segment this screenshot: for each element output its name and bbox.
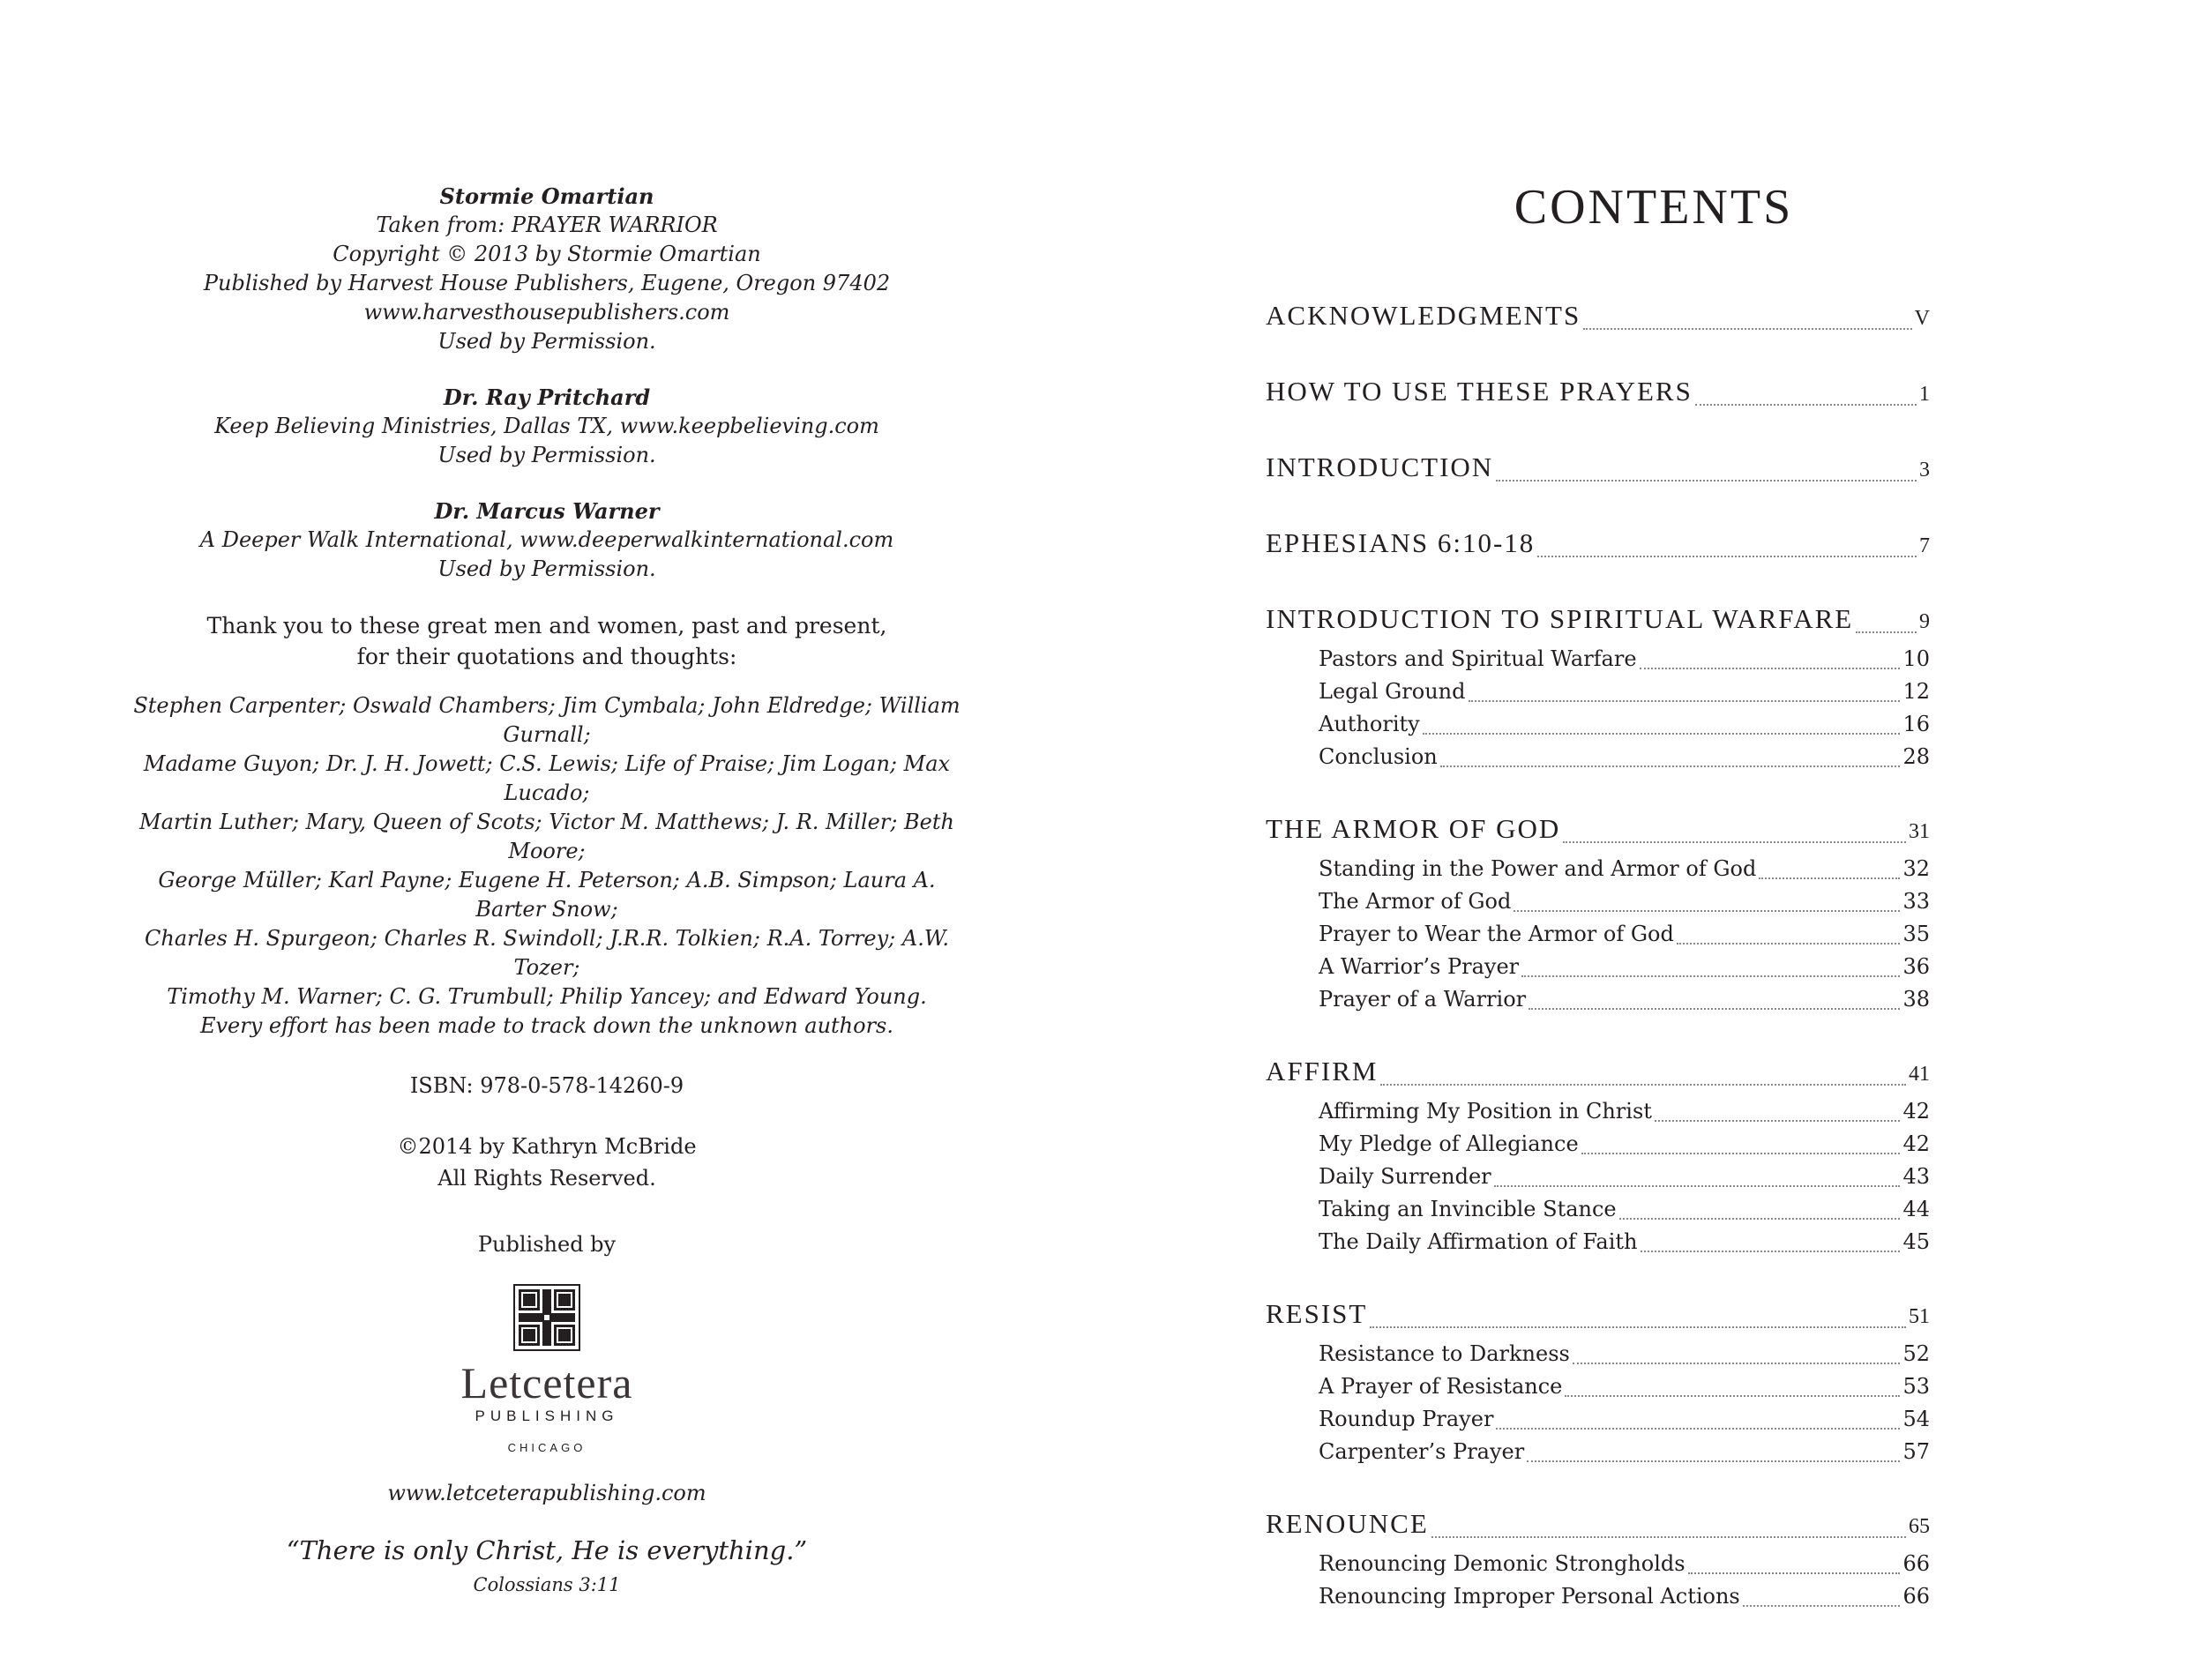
toc-subentry[interactable] bbox=[1266, 1436, 1930, 1468]
toc-leader-dots bbox=[1496, 479, 1917, 482]
toc-leader-dots bbox=[1641, 1250, 1901, 1252]
credit-name: Dr. Ray Pritchard bbox=[443, 385, 651, 410]
publisher-city: CHICAGO bbox=[507, 1441, 587, 1454]
toc-page-number: 54 bbox=[1902, 1407, 1930, 1431]
thanks-line: for their quotations and thoughts: bbox=[356, 644, 737, 669]
toc-page-number: 1 bbox=[1919, 383, 1930, 406]
toc-section-entry[interactable] bbox=[1266, 526, 1930, 564]
toc-subentry[interactable] bbox=[1266, 1226, 1930, 1258]
toc-page-number: 52 bbox=[1902, 1341, 1930, 1366]
toc-entry-label: Conclusion bbox=[1319, 744, 1438, 769]
toc-subentry[interactable] bbox=[1266, 1403, 1930, 1436]
copyright-notice bbox=[123, 1131, 970, 1194]
toc-entry-label: ACKNOWLEDGMENTS bbox=[1266, 300, 1581, 331]
toc-page-number: 35 bbox=[1902, 922, 1930, 946]
toc-section-entry[interactable] bbox=[1266, 450, 1930, 488]
toc-section-entry[interactable] bbox=[1266, 1506, 1930, 1544]
toc-page-number: 7 bbox=[1919, 534, 1930, 557]
toc-page-number: 45 bbox=[1902, 1229, 1930, 1254]
copyright-page bbox=[0, 0, 1102, 1680]
credit-name: Stormie Omartian bbox=[439, 183, 654, 209]
toc-section-entry[interactable] bbox=[1266, 1054, 1930, 1092]
credit-line: Copyright © 2013 by Stormie Omartian bbox=[333, 242, 761, 266]
toc-leader-dots bbox=[1431, 1535, 1906, 1538]
toc-leader-dots bbox=[1573, 1362, 1901, 1364]
toc-leader-dots bbox=[1370, 1325, 1906, 1328]
copyright-line: ©2014 by Kathryn McBride bbox=[397, 1134, 697, 1159]
toc-entry-label: The Daily Affirmation of Faith bbox=[1319, 1229, 1638, 1254]
toc-entry-label: AFFIRM bbox=[1266, 1056, 1379, 1086]
credit-line: Published by Harvest House Publishers, Eugene, Oregon 97402 bbox=[203, 271, 891, 295]
toc-page-number: 65 bbox=[1909, 1515, 1930, 1538]
toc-leader-dots bbox=[1563, 840, 1906, 843]
toc-entry-label: Authority bbox=[1319, 712, 1420, 736]
toc-entry-label: Prayer of a Warrior bbox=[1319, 987, 1527, 1012]
toc-entry-label: Legal Ground bbox=[1319, 679, 1466, 704]
toc-subentry[interactable] bbox=[1266, 951, 1930, 983]
toc-entry-label: RENOUNCE bbox=[1266, 1508, 1429, 1539]
toc-page-number: 33 bbox=[1902, 889, 1930, 914]
credit-block bbox=[123, 182, 970, 356]
toc-subentry[interactable] bbox=[1266, 1161, 1930, 1193]
toc-page-number: 16 bbox=[1902, 712, 1930, 736]
toc-subentry[interactable] bbox=[1266, 1580, 1930, 1613]
quoted-people-line: George Müller; Karl Payne; Eugene H. Peterson; A.B. Simpson; Laura A. Barter Snow; bbox=[158, 868, 936, 922]
toc-leader-dots bbox=[1565, 1394, 1900, 1397]
toc-subentry[interactable] bbox=[1266, 1095, 1930, 1128]
toc-page-number: 42 bbox=[1902, 1131, 1930, 1156]
toc-leader-dots bbox=[1581, 1152, 1901, 1154]
toc-entry-label: Resistance to Darkness bbox=[1319, 1341, 1570, 1366]
toc-section-entry[interactable] bbox=[1266, 601, 1930, 639]
scripture-quote: “There is only Christ, He is everything.” bbox=[286, 1535, 808, 1565]
toc-page-number: 44 bbox=[1902, 1197, 1930, 1221]
toc-entry-label: A Warrior’s Prayer bbox=[1319, 954, 1520, 979]
toc-page-number: 3 bbox=[1919, 459, 1930, 482]
toc-leader-dots bbox=[1527, 1460, 1900, 1462]
table-of-contents bbox=[1266, 298, 1930, 1613]
toc-subentry[interactable] bbox=[1266, 708, 1930, 741]
toc-page-number: 28 bbox=[1902, 744, 1930, 769]
toc-page-number: 51 bbox=[1909, 1305, 1930, 1328]
toc-page-number: 9 bbox=[1919, 610, 1930, 633]
quoted-people-line: Madame Guyon; Dr. J. H. Jowett; C.S. Lewis; Life of Praise; Jim Logan; Max Lucado; bbox=[143, 751, 951, 805]
credit-line: Used by Permission. bbox=[437, 556, 656, 581]
toc-entry-label: INTRODUCTION TO SPIRITUAL WARFARE bbox=[1266, 603, 1854, 634]
credit-blocks bbox=[123, 182, 970, 584]
credit-line: Keep Believing Ministries, Dallas TX, www.keepbelieving.com bbox=[214, 414, 879, 438]
toc-leader-dots bbox=[1469, 699, 1901, 702]
toc-page-number: 42 bbox=[1902, 1099, 1930, 1124]
toc-leader-dots bbox=[1423, 732, 1901, 735]
toc-leader-dots bbox=[1743, 1604, 1901, 1607]
toc-entry-label: Renouncing Improper Personal Actions bbox=[1319, 1584, 1740, 1609]
toc-subentry[interactable] bbox=[1266, 1370, 1930, 1403]
toc-leader-dots bbox=[1695, 403, 1917, 406]
credit-block bbox=[123, 497, 970, 584]
toc-entry-label: The Armor of God bbox=[1319, 889, 1512, 914]
toc-page-number: 32 bbox=[1902, 856, 1930, 881]
credit-block bbox=[123, 383, 970, 470]
toc-page-number: 53 bbox=[1902, 1374, 1930, 1399]
toc-leader-dots bbox=[1514, 909, 1900, 912]
quoted-people-line: Martin Luther; Mary, Queen of Scots; Victor M. Matthews; J. R. Miller; Beth Moore; bbox=[139, 810, 954, 863]
toc-subentry[interactable] bbox=[1266, 643, 1930, 676]
publisher-website: www.letceterapublishing.com bbox=[387, 1481, 706, 1505]
toc-entry-label: Renouncing Demonic Strongholds bbox=[1319, 1551, 1686, 1576]
publisher-name: Letcetera bbox=[460, 1358, 633, 1407]
toc-entry-label: Taking an Invincible Stance bbox=[1319, 1197, 1617, 1221]
credit-line: www.harvesthousepublishers.com bbox=[363, 300, 730, 325]
toc-leader-dots bbox=[1380, 1083, 1906, 1086]
contents-page bbox=[1102, 0, 2205, 1680]
toc-page-number: 12 bbox=[1902, 679, 1930, 704]
toc-page-number: 31 bbox=[1909, 820, 1930, 843]
toc-section-entry[interactable] bbox=[1266, 1296, 1930, 1334]
toc-leader-dots bbox=[1494, 1184, 1901, 1187]
toc-leader-dots bbox=[1619, 1217, 1901, 1220]
toc-subentry[interactable] bbox=[1266, 853, 1930, 885]
toc-page-number: 66 bbox=[1902, 1551, 1930, 1576]
toc-leader-dots bbox=[1677, 942, 1901, 945]
toc-entry-label: Daily Surrender bbox=[1319, 1164, 1491, 1189]
quoted-people-line: Charles H. Spurgeon; Charles R. Swindoll; J.R.R. Tolkien; R.A. Torrey; A.W. Tozer; bbox=[145, 926, 949, 980]
quoted-people-line: Every effort has been made to track down the unknown authors. bbox=[199, 1013, 894, 1038]
toc-page-number: 10 bbox=[1902, 646, 1930, 671]
toc-subentry[interactable] bbox=[1266, 885, 1930, 918]
thanks-text bbox=[123, 610, 970, 672]
toc-subentry[interactable] bbox=[1266, 983, 1930, 1016]
publisher-emblem-icon bbox=[513, 1284, 580, 1351]
toc-page-number: 36 bbox=[1902, 954, 1930, 979]
credit-name: Dr. Marcus Warner bbox=[434, 498, 660, 524]
credit-line: A Deeper Walk International, www.deeperwalkinternational.com bbox=[199, 527, 894, 552]
toc-entry-label: Pastors and Spiritual Warfare bbox=[1319, 646, 1637, 671]
toc-subentry[interactable] bbox=[1266, 1548, 1930, 1580]
toc-entry-label: Standing in the Power and Armor of God bbox=[1319, 856, 1757, 881]
toc-page-number: V bbox=[1914, 307, 1930, 330]
toc-entry-label: Prayer to Wear the Armor of God bbox=[1319, 922, 1674, 946]
toc-leader-dots bbox=[1759, 877, 1900, 879]
toc-entry-label: A Prayer of Resistance bbox=[1319, 1374, 1563, 1399]
quoted-people-list bbox=[123, 691, 970, 1041]
isbn: ISBN: 978-0-578-14260-9 bbox=[409, 1073, 684, 1098]
toc-leader-dots bbox=[1583, 327, 1911, 330]
toc-entry-label: Affirming My Position in Christ bbox=[1319, 1099, 1652, 1124]
toc-leader-dots bbox=[1440, 765, 1901, 767]
toc-page-number: 66 bbox=[1902, 1584, 1930, 1609]
toc-leader-dots bbox=[1496, 1427, 1900, 1430]
toc-section-entry[interactable] bbox=[1266, 374, 1930, 412]
toc-subentry[interactable] bbox=[1266, 741, 1930, 773]
toc-subentry[interactable] bbox=[1266, 918, 1930, 951]
toc-page-number: 38 bbox=[1902, 987, 1930, 1012]
toc-leader-dots bbox=[1529, 1007, 1900, 1010]
quoted-people-line: Stephen Carpenter; Oswald Chambers; Jim Cymbala; John Eldredge; William Gurnall; bbox=[133, 693, 960, 747]
thanks-line: Thank you to these great men and women, past and present, bbox=[206, 613, 887, 638]
toc-page-number: 41 bbox=[1909, 1063, 1930, 1086]
toc-entry-label: Carpenter’s Prayer bbox=[1319, 1439, 1525, 1464]
toc-entry-label: RESIST bbox=[1266, 1298, 1368, 1329]
toc-section-entry[interactable] bbox=[1266, 811, 1930, 849]
rights-line: All Rights Reserved. bbox=[437, 1166, 656, 1191]
credit-line: Used by Permission. bbox=[437, 329, 656, 354]
toc-page-number: 43 bbox=[1902, 1164, 1930, 1189]
toc-leader-dots bbox=[1856, 631, 1917, 633]
toc-leader-dots bbox=[1688, 1572, 1901, 1574]
contents-title: CONTENTS bbox=[1514, 180, 1794, 235]
toc-entry-label: EPHESIANS 6:10-18 bbox=[1266, 527, 1536, 558]
publisher-logo bbox=[123, 1284, 970, 1454]
toc-section-entry[interactable] bbox=[1266, 298, 1930, 336]
toc-entry-label: My Pledge of Allegiance bbox=[1319, 1131, 1579, 1156]
toc-subentry[interactable] bbox=[1266, 1128, 1930, 1161]
credit-line: Used by Permission. bbox=[437, 443, 656, 467]
toc-leader-dots bbox=[1655, 1119, 1901, 1122]
toc-subentry[interactable] bbox=[1266, 1338, 1930, 1370]
publisher-sub: PUBLISHING bbox=[475, 1407, 619, 1424]
toc-entry-label: HOW TO USE THESE PRAYERS bbox=[1266, 376, 1693, 407]
scripture-reference: Colossians 3:11 bbox=[473, 1574, 621, 1595]
toc-leader-dots bbox=[1640, 667, 1901, 669]
toc-leader-dots bbox=[1537, 555, 1917, 557]
quoted-people-line: Timothy M. Warner; C. G. Trumbull; Philip Yancey; and Edward Young. bbox=[167, 984, 927, 1009]
toc-page-number: 57 bbox=[1902, 1439, 1930, 1464]
toc-subentry[interactable] bbox=[1266, 1193, 1930, 1226]
toc-entry-label: Roundup Prayer bbox=[1319, 1407, 1494, 1431]
toc-entry-label: INTRODUCTION bbox=[1266, 452, 1494, 482]
toc-leader-dots bbox=[1521, 974, 1900, 977]
published-by-label: Published by bbox=[477, 1232, 617, 1257]
toc-subentry[interactable] bbox=[1266, 676, 1930, 708]
copyright-text bbox=[123, 182, 970, 1595]
credit-line: Taken from: PRAYER WARRIOR bbox=[376, 213, 718, 237]
toc-entry-label: THE ARMOR OF GOD bbox=[1266, 813, 1561, 844]
